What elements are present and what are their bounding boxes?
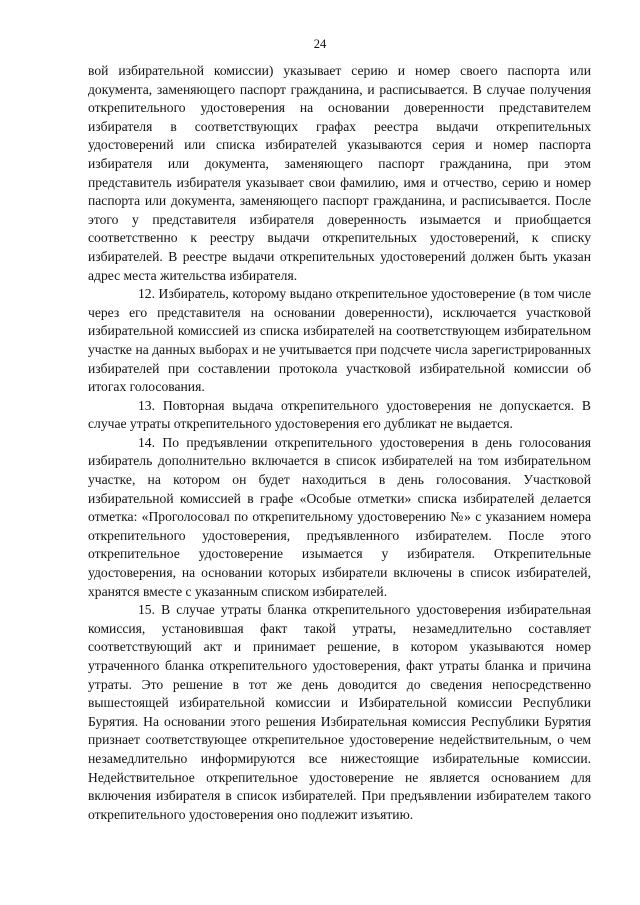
paragraph-item-15: 15. В случае утраты бланка открепительного удостоверения избирательная комиссия, установившая факт такой утраты, незамедлительно составляет соответствующий акт и принимает решение, в котором указываются номер утраченного бланка открепительного удостоверения, факт утраты бланка и причина утраты. Это решение в тот же день доводится до сведения непосредственно вышестоящей избирательной комиссии и Избирательной комиссии Республики Бурятия. На основании этого решения Избирательная комиссия Республики Бурятия признает соответствующее открепительное удостоверение недействительным, о чем незамедлительно информируются все нижестоящие избирательные комиссии. Недействительное открепительное удостоверение не является основанием для включения избирателя в список избирателей. При предъявлении избирателем такого открепительного удостоверения оно подлежит изъятию. — [88, 602, 591, 822]
paragraph-item-12: 12. Избиратель, которому выдано открепительное удостоверение (в том числе через его представителя на основании доверенности), исключается участковой избирательной комиссией из списка избирателей на соответствующем избирательном участке на данных выборах и не учитывается при подсчете числа зарегистрированных избирателей при составлении протокола участковой избирательной комиссии об итогах голосования. — [88, 286, 591, 395]
paragraph-item-14: 14. По предъявлении открепительного удостоверения в день голосования избиратель дополнительно включается в список избирателей на том избирательном участке, на котором он будет находиться в день голосования. Участковой избирательной комиссией в графе «Особые отметки» списка избирателей делается отметка: «Проголосовал по открепительному удостоверению №» с указанием номера открепительного удостоверения, предъявленного избирателем. После этого открепительное удостоверение изымается у избирателя. Открепительные удостоверения, на основании которых избиратели включены в список избирателей, хранятся вместе с указанным списком избирателей. — [88, 434, 591, 599]
paragraph-continuation: вой избирательной комиссии) указывает серию и номер своего паспорта или документа, заменяющего паспорт гражданина, и расписывается. В случае получения открепительного удостоверения на основании доверенности представителем избирателя в соответствующих графах реестра выдачи открепительных удостоверений или списка избирателей указываются серия и номер паспорта избирателя или документа, заменяющего паспорт гражданина, при этом представитель избирателя указывает свои фамилию, имя и отчество, серию и номер паспорта или документа, заменяющего паспорт гражданина, и расписывается. После этого у представителя избирателя доверенность изымается и приобщается соответственно к реестру выдачи открепительных удостоверений, к списку избирателей. В реестре выдачи открепительных удостоверений должен быть указан адрес места жительства избирателя. — [88, 63, 591, 283]
page-number: 24 — [313, 37, 327, 51]
document-body — [88, 62, 591, 824]
paragraph-item-13: 13. Повторная выдача открепительного удостоверения не допускается. В случае утраты открепительного удостоверения его дубликат не выдается. — [88, 397, 591, 432]
